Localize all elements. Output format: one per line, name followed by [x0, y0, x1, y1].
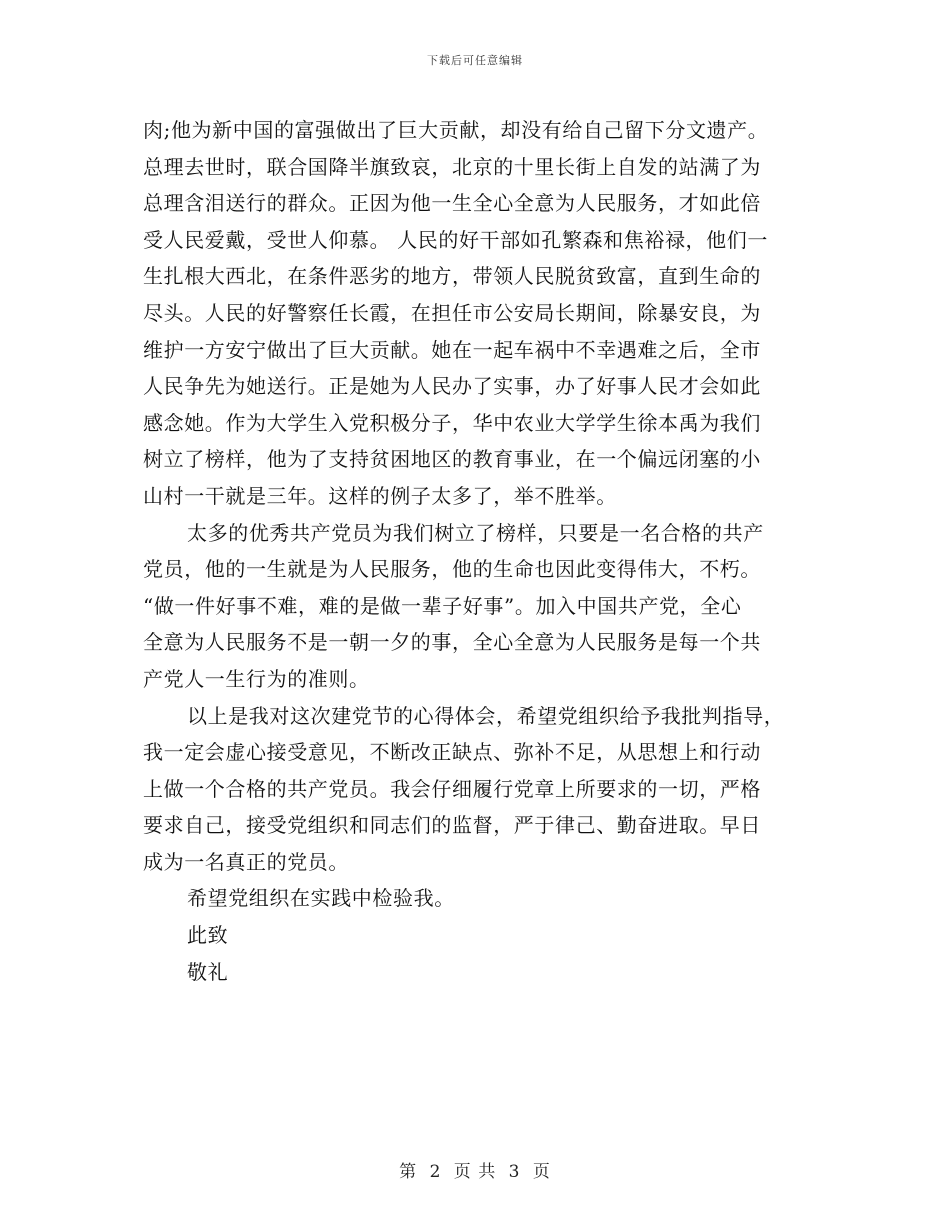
page-header: 下载后可任意编辑	[427, 54, 523, 67]
body-line: 受人民爱戴，受世人仰慕。 人民的好干部如孔繁森和焦裕禄，他们一	[143, 227, 768, 252]
body-line: 肉;他为新中国的富强做出了巨大贡献，却没有给自己留下分文遗产。	[143, 118, 769, 142]
body-line: 树立了榜样，他为了支持贫困地区的教育事业，在一个偏远闭塞的小	[143, 447, 761, 472]
total-page-number: 3	[508, 1162, 521, 1182]
body-line: 我一定会虚心接受意见，不断改正缺点、弥补不足，从思想上和行动	[143, 740, 761, 765]
page-number-footer	[0, 1157, 950, 1182]
body-line: “做一件好事不难，难的是做一辈子好事”。加入中国共产党，全心	[143, 593, 742, 618]
body-line: 上做一个合格的共产党员。我会仔细履行党章上所要求的一切，严格	[143, 776, 761, 801]
body-line: 感念她。作为大学生入党积极分子，华中农业大学学生徐本禹为我们	[143, 410, 761, 435]
closing-wish-line: 希望党组织在实践中检验我。	[187, 886, 455, 911]
body-line: 要求自己，接受党组织和同志们的监督，严于律己、勤奋进取。早日	[143, 813, 761, 838]
salutation-line: 敬礼	[187, 959, 229, 984]
body-line: 全意为人民服务不是一朝一夕的事，全心全意为人民服务是每一个共	[143, 630, 761, 655]
footer-prefix: 第	[399, 1162, 418, 1182]
body-line: 总理去世时，联合国降半旗致哀，北京的十里长街上自发的站满了为	[143, 154, 761, 179]
paragraph-start-line: 以上是我对这次建党节的心得体会，希望党组织给予我批判指导，	[187, 703, 785, 728]
body-line: 总理含泪送行的群众。正因为他一生全心全意为人民服务，才如此倍	[143, 191, 761, 216]
paragraph-start-line: 太多的优秀共产党员为我们树立了榜样，只要是一名合格的共产	[187, 520, 764, 545]
body-line: 产党人一生行为的准则。	[143, 666, 370, 691]
footer-suffix: 页	[532, 1162, 551, 1182]
body-line: 成为一名真正的党员。	[143, 849, 349, 874]
body-line: 党员，他的一生就是为人民服务，他的生命也因此变得伟大，不朽。	[143, 557, 761, 582]
footer-middle: 页 共	[453, 1162, 497, 1182]
body-line: 生扎根大西北，在条件恶劣的地方，带领人民脱贫致富，直到生命的	[143, 264, 761, 289]
body-line: 维护一方安宁做出了巨大贡献。她在一起车祸中不幸遇难之后，全市	[143, 337, 761, 362]
document-body	[143, 112, 808, 990]
body-line: 尽头。人民的好警察任长霞，在担任市公安局长期间，除暴安良，为	[143, 300, 761, 325]
current-page-number: 2	[429, 1162, 442, 1182]
salutation-line: 此致	[187, 923, 229, 948]
body-line: 山村一干就是三年。这样的例子太多了，举不胜举。	[143, 483, 617, 508]
body-line: 人民争先为她送行。正是她为人民办了实事，办了好事人民才会如此	[143, 374, 761, 399]
